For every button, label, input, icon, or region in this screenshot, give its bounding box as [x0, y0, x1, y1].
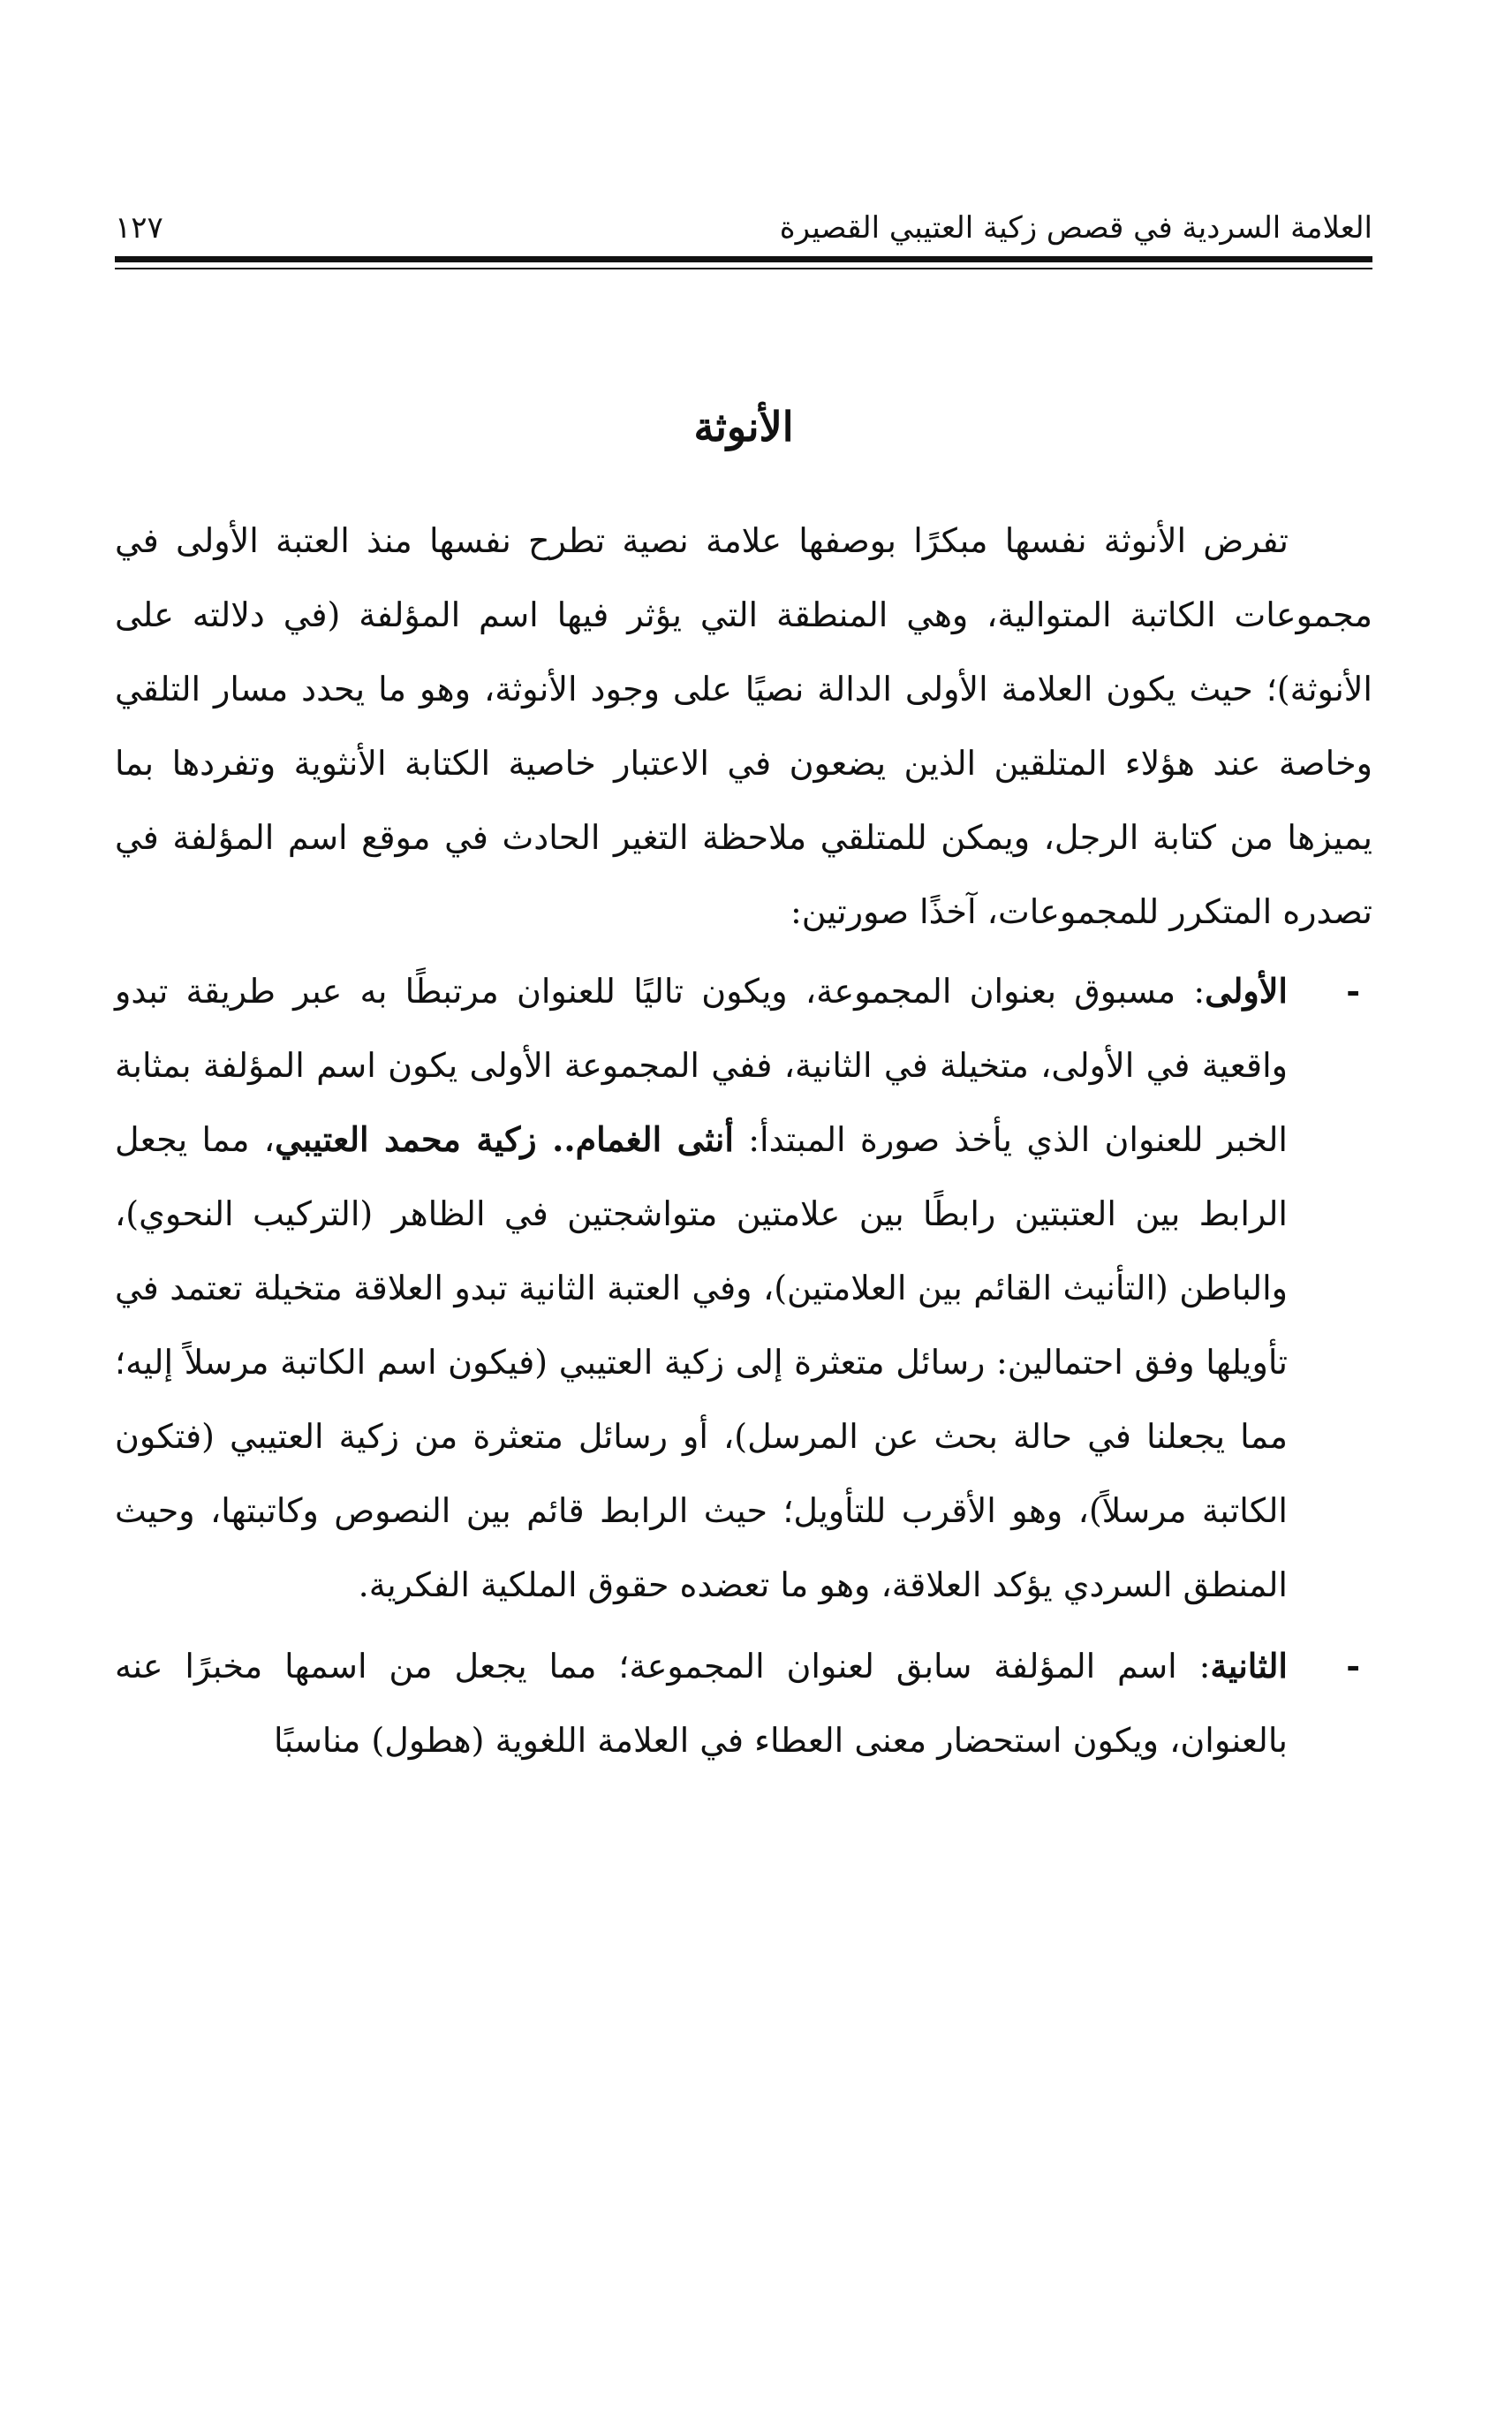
item-label-first: الأولى	[1205, 971, 1288, 1011]
page-number: ١٢٧	[115, 210, 163, 246]
header-rule-thin	[115, 268, 1372, 269]
item-text-first-a: : مسبوق بعنوان المجموعة، ويكون تاليًا للعنوان مرتبطًا به عبر طريقة تبدو واقعية في الأولى، متخيلة في الثانية، ففي المجموعة الأولى يكون اسم المؤلفة بمثابة الخبر للعنوان الذي يأخذ صورة المبتدأ:	[115, 972, 1288, 1159]
bold-example: أنثى الغمام.. زكية محمد العتيبي	[275, 1119, 734, 1159]
list-dash: -	[1346, 1646, 1360, 1686]
body-text	[115, 504, 1372, 1777]
list-dash: -	[1346, 971, 1360, 1011]
header-rule-thick	[115, 256, 1372, 262]
list-item-second	[115, 1629, 1372, 1777]
list-item-first	[115, 954, 1372, 1622]
running-header	[115, 181, 1372, 246]
item-label-second: الثانية	[1210, 1646, 1288, 1686]
item-text-second: : اسم المؤلفة سابق لعنوان المجموعة؛ مما يجعل من اسمها مخبرًا عنه بالعنوان، ويكون استحضار معنى العطاء في العلامة اللغوية (هطول) مناسبًا	[115, 1647, 1288, 1760]
running-title: العلامة السردية في قصص زكية العتيبي القصيرة	[779, 210, 1372, 246]
item-text-first-b: ، مما يجعل الرابط بين العتبتين رابطًا بين علامتين متواشجتين في الظاهر (التركيب النحوي)، والباطن (التأنيث القائم بين العلامتين)، وفي العتبة الثانية تبدو العلاقة متخيلة تعتمد في تأويلها وفق احتمالين: رسائل متعثرة إلى زكية العتيبي (فيكون اسم الكاتبة مرسلاً إليه؛ مما يجعلنا في حالة بحث عن المرسل)، أو رسائل متعثرة من زكية العتيبي (فتكون الكاتبة مرسلاً)، وهو الأقرب للتأويل؛ حيث الرابط قائم بين النصوص وكاتبتها، وحيث المنطق السردي يؤكد العلاقة، وهو ما تعضده حقوق الملكية الفكرية.	[115, 1120, 1288, 1604]
chapter-title: الأنوثة	[693, 402, 794, 451]
intro-paragraph: تفرض الأنوثة نفسها مبكرًا بوصفها علامة نصية تطرح نفسها منذ العتبة الأولى في مجموعات الكاتبة المتوالية، وهي المنطقة التي يؤثر فيها اسم المؤلفة (في دلالته على الأنوثة)؛ حيث يكون العلامة الأولى الدالة نصيًا على وجود الأنوثة، وهو ما يحدد مسار التلقي وخاصة عند هؤلاء المتلقين الذين يضعون في الاعتبار خاصية الكتابة الأنثوية وتفردها بما يميزها من كتابة الرجل، ويمكن للمتلقي ملاحظة التغير الحادث في موقع اسم المؤلفة في تصدره المتكرر للمجموعات، آخذًا صورتين:	[115, 521, 1372, 931]
